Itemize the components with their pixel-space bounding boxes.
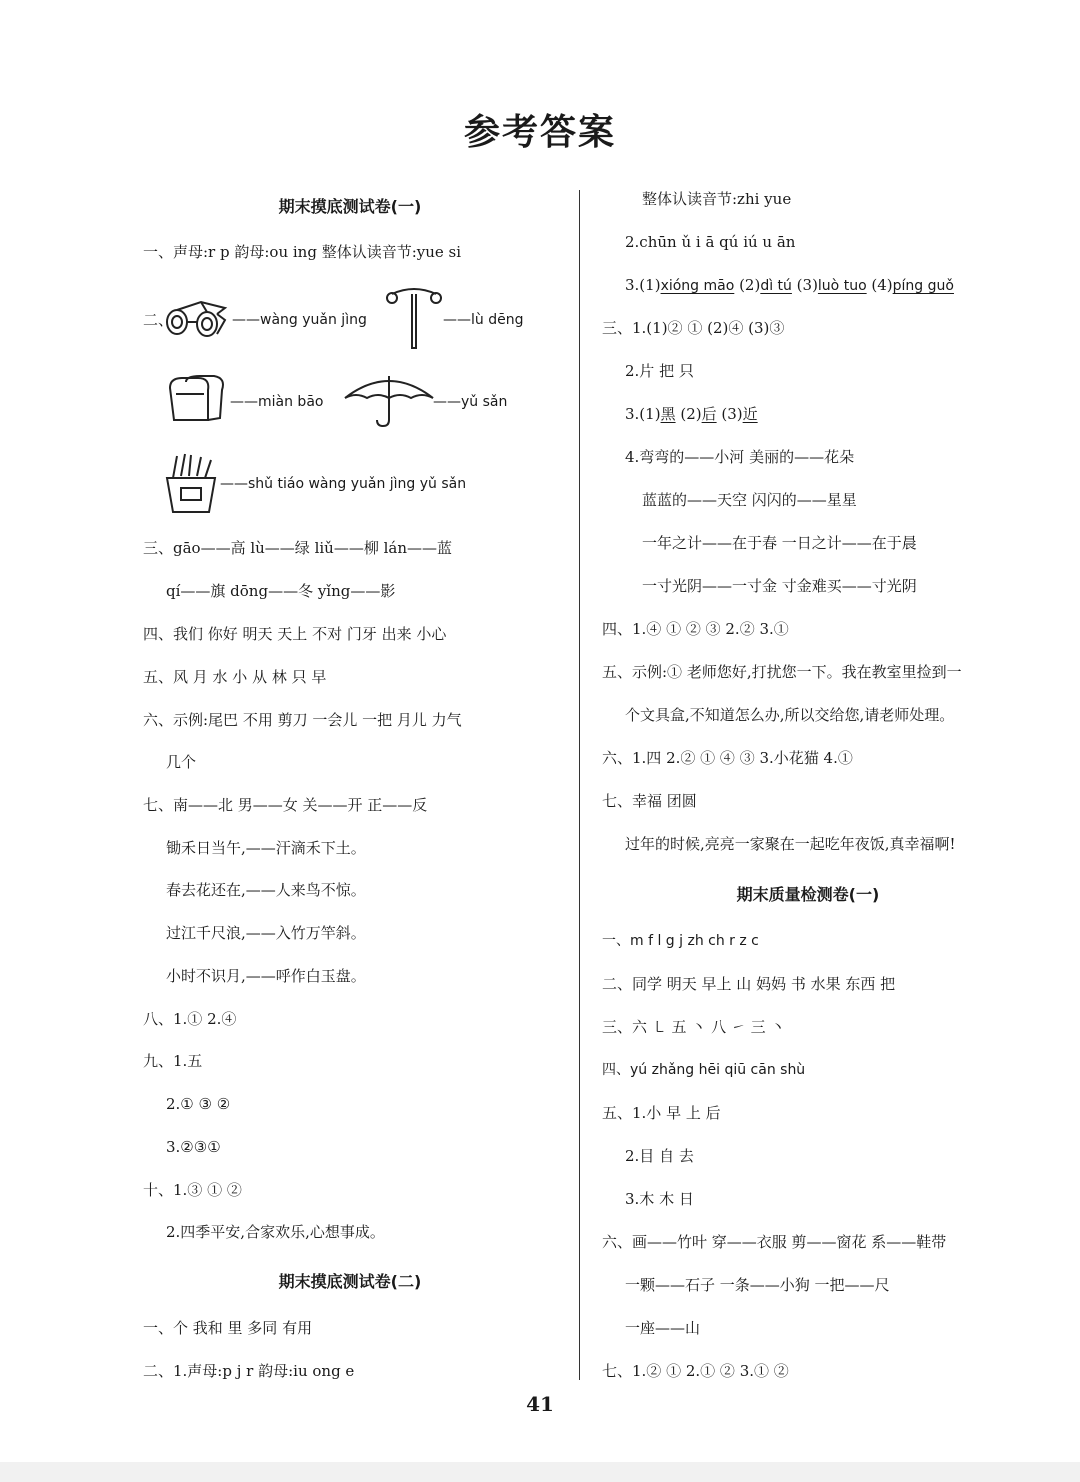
answer-line: 锄禾日当午,——汗滴禾下土。 <box>166 839 366 857</box>
section-title-2: 期末摸底测试卷(二) <box>278 1272 422 1291</box>
answer-line: ——yǔ sǎn <box>433 394 508 410</box>
underlined-answer: 黑 <box>660 405 676 423</box>
answer-line: 一、声母:r p 韵母:ou ing 整体认读音节:yue si <box>143 243 462 261</box>
umbrella-icon <box>341 372 437 428</box>
answer-line: 一年之计——在于春 一日之计——在于晨 <box>642 534 917 552</box>
item-number: (2) <box>675 405 702 423</box>
answer-line: 2.目 自 去 <box>625 1147 694 1165</box>
answer-line: 一颗——石子 一条——小狗 一把——尺 <box>625 1276 890 1294</box>
item-number: 3.(1) <box>625 405 661 423</box>
answer-line: 三、1.(1)② ① (2)④ (3)③ <box>602 319 785 337</box>
answer-line: 一、m f l g j zh ch r z c <box>602 933 759 949</box>
answer-line: 五、风 月 水 小 从 林 只 早 <box>143 668 327 686</box>
answer-line: 七、1.② ① 2.① ② 3.① ② <box>602 1362 789 1380</box>
item-number: 3.(1) <box>625 276 661 294</box>
bread-icon <box>164 374 230 426</box>
answer-line: ——shǔ tiáo wàng yuǎn jìng yǔ sǎn <box>220 476 467 492</box>
answer-line: 个文具盒,不知道怎么办,所以交给您,请老师处理。 <box>625 706 955 724</box>
underlined-answer: xióng māo <box>660 278 735 294</box>
page-title: 参考答案 <box>463 111 616 153</box>
answer-line: 2.四季平安,合家欢乐,心想事成。 <box>166 1223 385 1241</box>
answer-line: 七、南——北 男——女 关——开 正——反 <box>143 796 428 814</box>
answer-line: 二、 <box>143 311 174 329</box>
fries-icon <box>163 452 219 514</box>
answer-line: 六、示例:尾巴 不用 剪刀 一会儿 一把 月儿 力气 <box>143 711 462 729</box>
answer-line: 3.②③① <box>166 1138 221 1156</box>
answer-line: 一寸光阴——一寸金 寸金难买——寸光阴 <box>642 577 917 595</box>
answer-line-underlined <box>625 275 954 296</box>
answer-line: 几个 <box>166 753 197 771</box>
answer-line: 整体认读音节:zhi yue <box>642 190 792 208</box>
answer-line: 八、1.① 2.④ <box>143 1010 237 1028</box>
column-divider <box>579 190 580 1380</box>
answer-line: 2.chūn ǔ i ā qú iú u ān <box>625 233 796 251</box>
answer-line: 四、1.④ ① ② ③ 2.② 3.① <box>602 620 789 638</box>
answer-line: 三、gāo——高 lù——绿 liǔ——柳 lán——蓝 <box>143 539 452 557</box>
street-lamp-icon <box>384 284 444 352</box>
answer-line: 三、六 ㇄ 五 丶 八 ㇀ 三 丶 <box>602 1018 786 1036</box>
item-number: (3) <box>791 276 818 294</box>
underlined-answer: 近 <box>742 405 758 423</box>
underlined-answer: luò tuo <box>817 278 867 294</box>
underlined-answer: dì tú <box>760 278 792 294</box>
answer-line: 四、yú zhǎng hēi qiū cān shù <box>602 1062 806 1078</box>
item-number: (4) <box>866 276 893 294</box>
answer-line: 2.① ③ ② <box>166 1095 231 1113</box>
answer-line: 九、1.五 <box>143 1052 203 1070</box>
answer-line: ——wàng yuǎn jìng <box>232 312 367 328</box>
underlined-answer: píng guǒ <box>892 278 954 294</box>
answer-line: ——lù dēng <box>443 312 524 328</box>
underlined-answer: 后 <box>701 405 717 423</box>
answer-line-underlined <box>625 404 758 424</box>
answer-line: 六、画——竹叶 穿——衣服 剪——窗花 系——鞋带 <box>602 1233 947 1251</box>
answer-line: 一座——山 <box>625 1319 701 1337</box>
answer-line: 二、同学 明天 早上 山 妈妈 书 水果 东西 把 <box>602 975 896 993</box>
answer-line: 过年的时候,亮亮一家聚在一起吃年夜饭,真幸福啊! <box>625 835 956 853</box>
page-number: 41 <box>526 1392 554 1416</box>
answer-line: 十、1.③ ① ② <box>143 1181 242 1199</box>
answer-line: 五、示例:① 老师您好,打扰您一下。我在教室里捡到一 <box>602 663 962 681</box>
section-title-1: 期末摸底测试卷(一) <box>278 197 422 216</box>
section-title-3: 期末质量检测卷(一) <box>736 885 880 904</box>
item-number: (3) <box>716 405 743 423</box>
answer-line: 一、个 我和 里 多同 有用 <box>143 1319 313 1337</box>
answer-line: 4.弯弯的——小河 美丽的——花朵 <box>625 448 855 466</box>
answer-line: 春去花还在,——人来鸟不惊。 <box>166 881 366 899</box>
answer-line: 六、1.四 2.② ① ④ ③ 3.小花猫 4.① <box>602 749 853 767</box>
answer-line: 蓝蓝的——天空 闪闪的——星星 <box>642 491 857 509</box>
answer-line: qí——旗 dōng——冬 yǐng——影 <box>166 582 396 600</box>
item-number: (2) <box>734 276 761 294</box>
answer-line: 3.木 木 日 <box>625 1190 694 1208</box>
answer-line: 二、1.声母:p j r 韵母:iu ong e <box>143 1362 355 1380</box>
answer-line: ——miàn bāo <box>230 394 324 410</box>
binoculars-icon <box>163 296 231 340</box>
answer-line: 小时不识月,——呼作白玉盘。 <box>166 967 366 985</box>
answer-line: 七、幸福 团圆 <box>602 792 697 810</box>
footer-band <box>0 1462 1080 1482</box>
answer-line: 过江千尺浪,——入竹万竿斜。 <box>166 924 366 942</box>
answer-line: 五、1.小 早 上 后 <box>602 1104 721 1122</box>
answer-line: 四、我们 你好 明天 天上 不对 门牙 出来 小心 <box>143 625 447 643</box>
answer-line: 2.片 把 只 <box>625 362 694 380</box>
